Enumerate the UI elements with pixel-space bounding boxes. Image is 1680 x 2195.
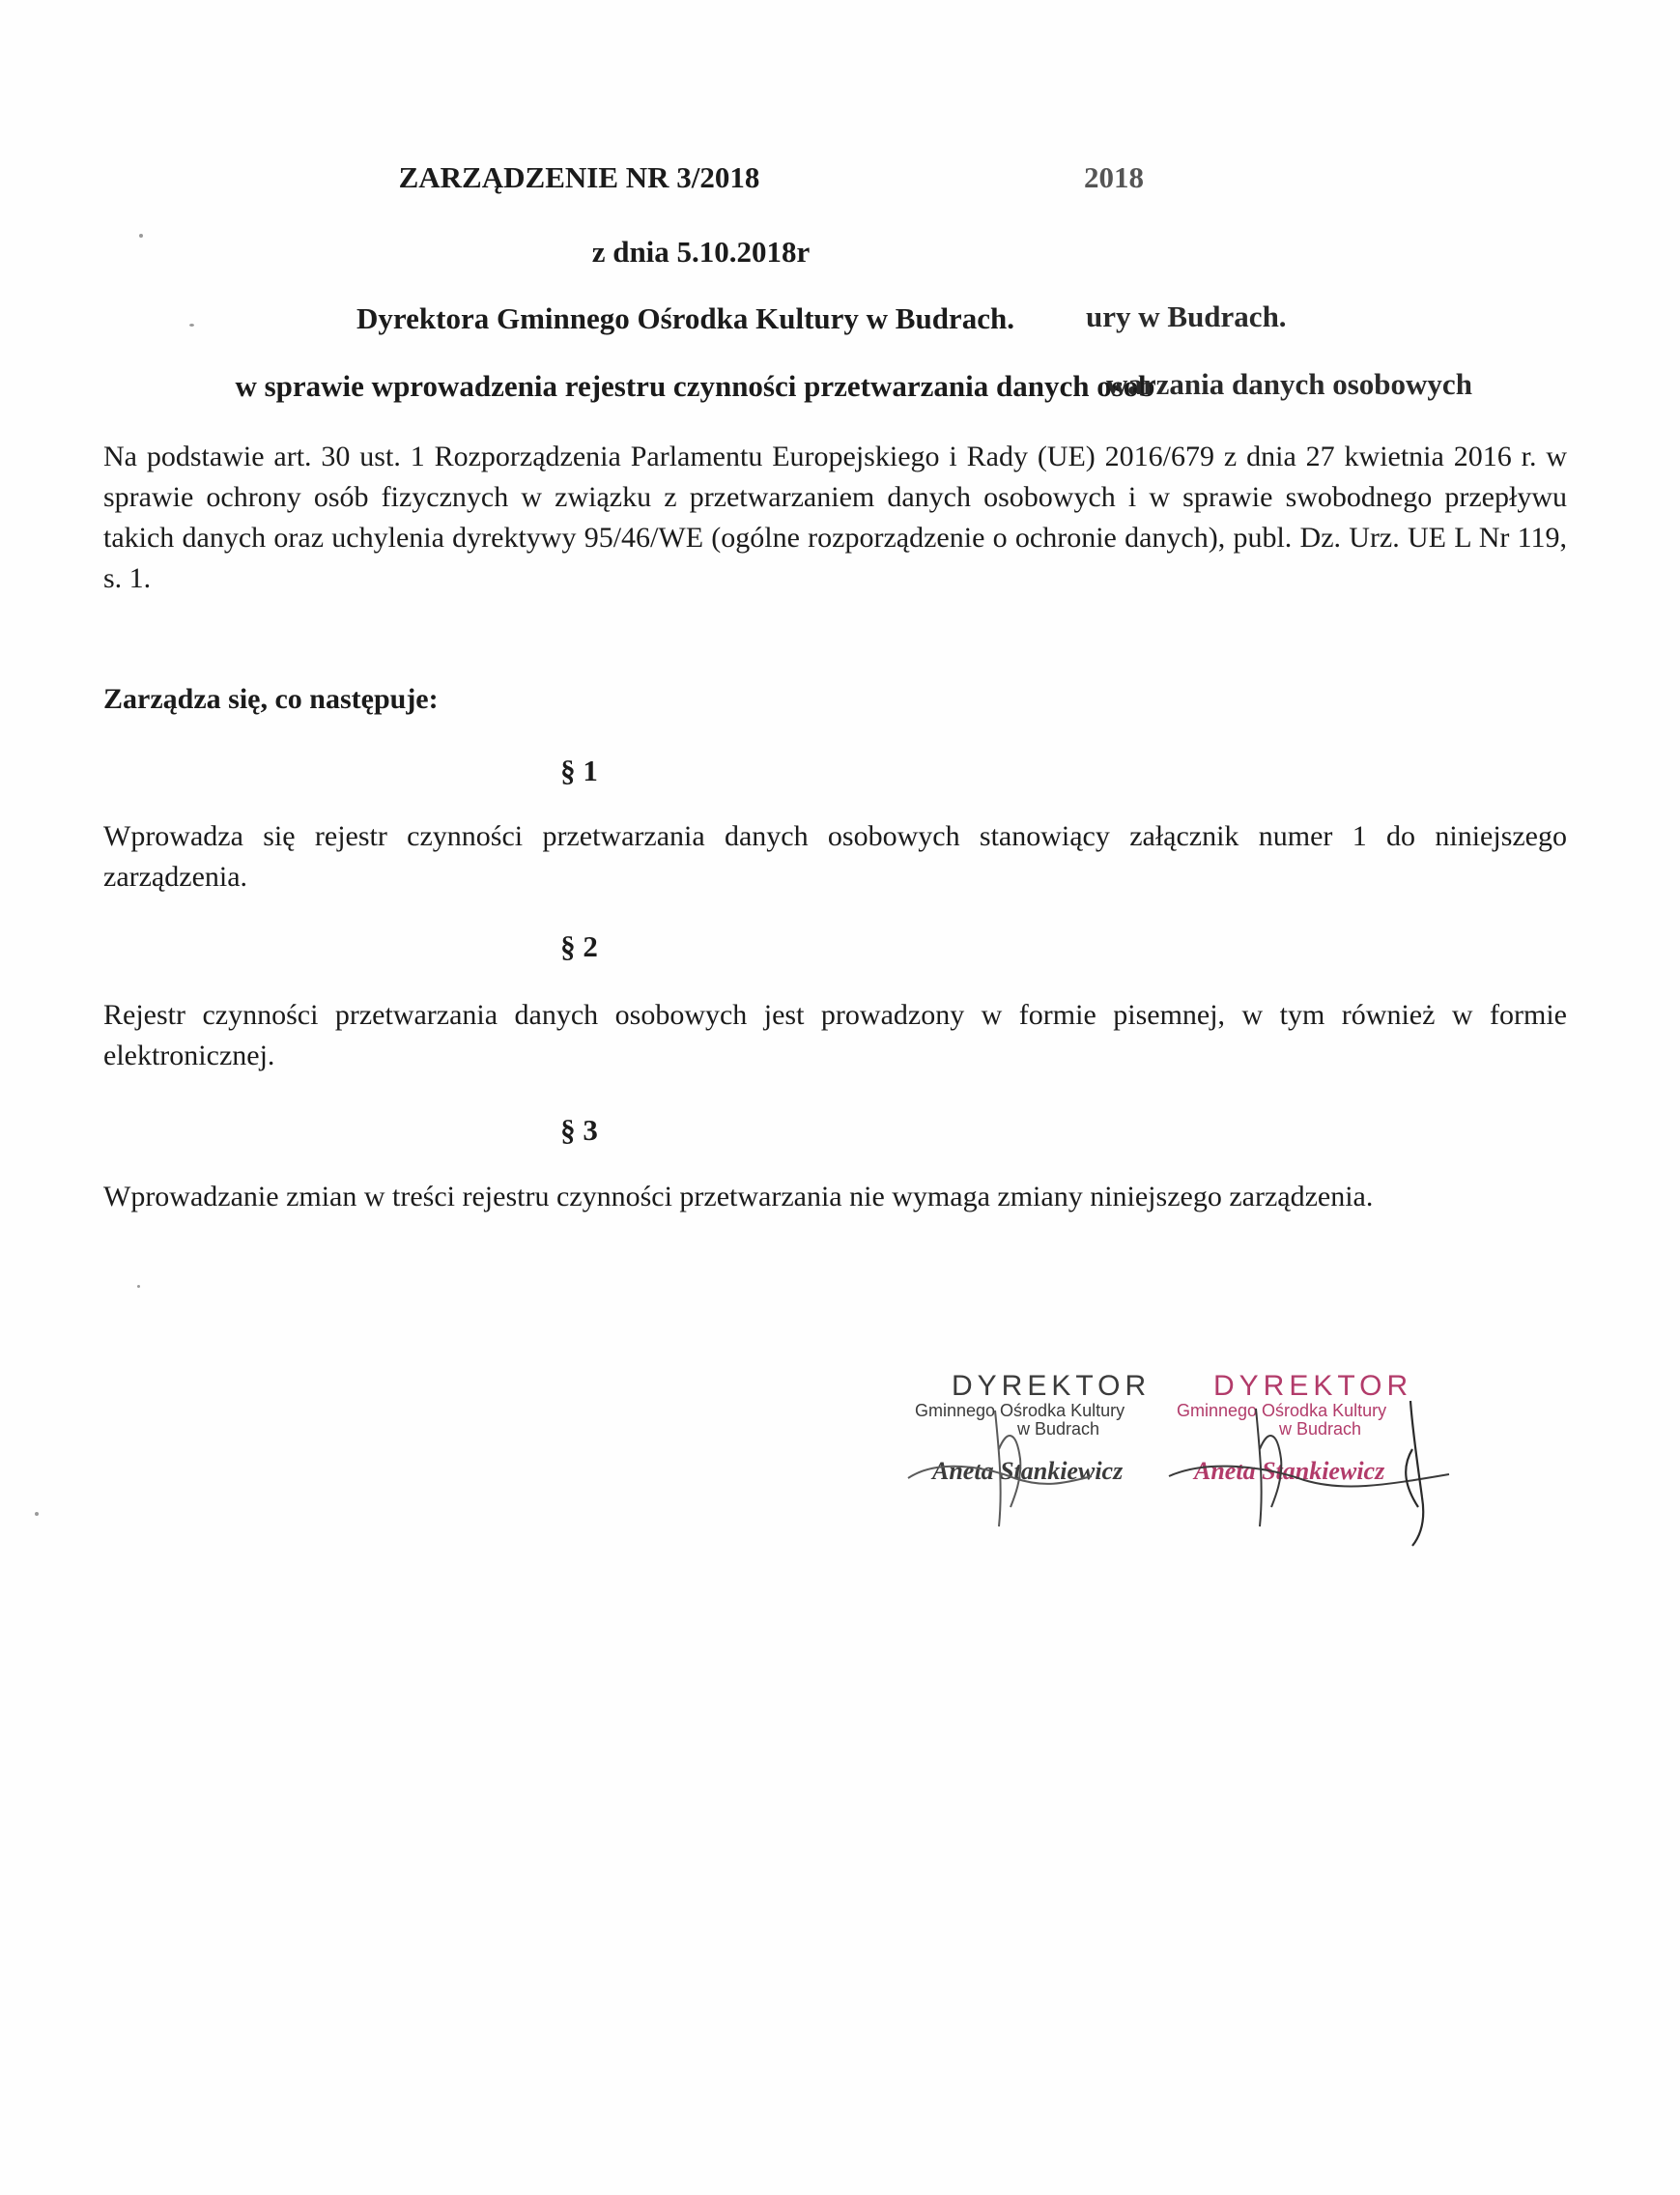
stamp-title: DYREKTOR [1213, 1370, 1413, 1402]
section-mark-2: § 2 [560, 929, 598, 963]
signature-gray [898, 1391, 1150, 1536]
stamp-name: Aneta Stankiewicz [1194, 1457, 1385, 1485]
signature-magenta-handwritten [1159, 1391, 1468, 1555]
stamp-title: DYREKTOR [952, 1370, 1152, 1402]
document-date: z dnia 5.10.2018r [591, 235, 811, 269]
subject-ghost: warzania danych osobowych [1106, 367, 1472, 401]
scan-speck [139, 234, 143, 238]
section-text-3: Wprowadzanie zmian w treści rejestru czynności przetwarzania nie wymaga zmiany niniejszego zarządzenia. [103, 1181, 1374, 1212]
section-text-1: Wprowadza się rejestr czynności przetwarzania danych osobowych stanowiący załącznik numer 1 do niniejszego zarządzenia. [103, 820, 1567, 893]
title-ghost: 2018 [1084, 160, 1144, 194]
section-text-2: Rejestr czynności przetwarzania danych osobowych jest prowadzony w formie pisemnej, w tym również w formie elektronicznej. [103, 999, 1567, 1071]
issuer-ghost: ury w Budrach. [1086, 299, 1287, 333]
scan-speck [137, 1285, 140, 1288]
stamp-line1: Gminnego Ośrodka Kultury [1177, 1401, 1387, 1420]
ordering-heading: Zarządza się, co następuje: [103, 683, 439, 715]
legal-basis-paragraph: Na podstawie art. 30 ust. 1 Rozporządzenia Parlamentu Europejskiego i Rady (UE) 2016/679 z dnia 27 kwietnia 2016 r. w sprawie ochrony osób fizycznych w związku z przetwarzaniem danych osobowych i w sprawie swobodnego przepływu takich danych oraz uchylenia dyrektywy 95/46/WE (ogólne rozporządzenie o ochronie danych), publ. Dz. Urz. UE L Nr 119, s. 1. [103, 441, 1567, 594]
document-subject: w sprawie wprowadzenia rejestru czynności przetwarzania danych osob [235, 369, 1155, 403]
stamp-line1: Gminnego Ośrodka Kultury [915, 1401, 1125, 1420]
stamp-line2: w Budrach [1017, 1419, 1100, 1439]
section-mark-1: § 1 [560, 754, 598, 787]
scan-speck [35, 1512, 39, 1516]
document-issuer: Dyrektora Gminnego Ośrodka Kultury w Budrach. [356, 301, 1014, 335]
scan-speck [189, 324, 194, 327]
section-mark-3: § 3 [560, 1113, 598, 1147]
document-title: ZARZĄDZENIE NR 3/2018 [398, 160, 760, 194]
stamp-line2: w Budrach [1279, 1419, 1362, 1439]
stamp-name: Aneta Stankiewicz [932, 1457, 1124, 1485]
